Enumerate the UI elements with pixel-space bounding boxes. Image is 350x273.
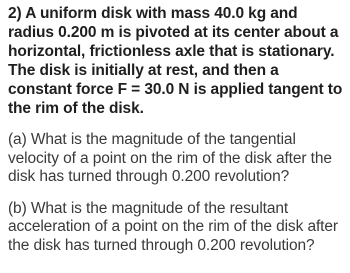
problem-statement: 2) A uniform disk with mass 40.0 kg and radius 0.200 m is pivoted at its center about a horizontal, frictionless axle that is stationary. The disk is initially at rest, and then a constant force F = 30.0 N is applied tangent to the rim of the disk. bbox=[8, 5, 343, 117]
question-part-b: (b) What is the magnitude of the resultant acceleration of a point on the rim of the disk after the disk has turned through 0.200 revolution? bbox=[8, 199, 338, 254]
document-body bbox=[8, 4, 346, 255]
question-part-a: (a) What is the magnitude of the tangential velocity of a point on the rim of the disk after the disk has turned through 0.200 revolution? bbox=[8, 131, 332, 185]
